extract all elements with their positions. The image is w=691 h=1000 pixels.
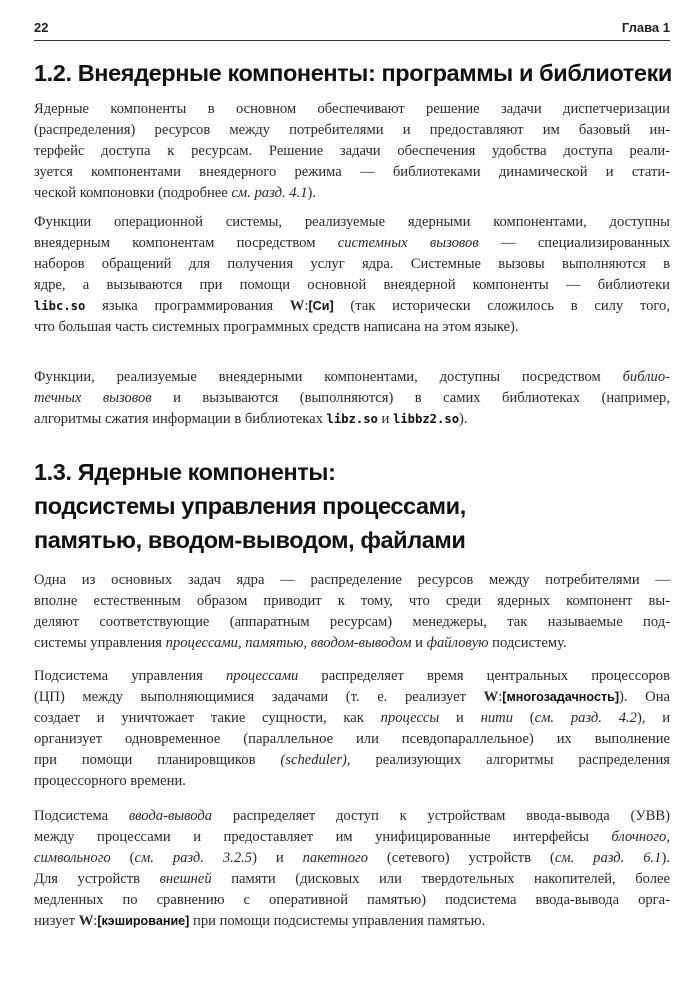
- cross-reference: см. разд. 4.2: [534, 710, 637, 726]
- code-libz: libz.so: [326, 412, 378, 426]
- section-1-3-heading: 1.3. Ядерные компоненты: подсистемы управления процессами, памятью, вводом-выводом, файлами: [34, 459, 466, 553]
- wiki-reference-c: [Си]: [308, 299, 334, 313]
- page-number: 22: [34, 20, 49, 35]
- section-1-3-paragraph-3: Подсистема ввода-вывода распределяет доступ к устройствам ввода-вывода (УВВ) между процессами и предоставляет им унифицированные интерфейсы блочного, символьного (см. разд. 3.2.5) и пакетного (сетевого) устройств (см. разд. 6.1). Для устройств внешней памяти (дисковых или твердотельных накопителей, более медленных по сравнению с оперативной памятью) подсистема ввода-вывода орга- низует W:[кэширование] при помощи подсистемы управления памятью.: [34, 808, 670, 929]
- running-head: [34, 20, 670, 41]
- wiki-reference-multitasking: [многозадачность]: [502, 690, 620, 704]
- section-1-3-paragraph-2: Подсистема управления процессами распределяет время центральных процессоров (ЦП) между выполняющимися задачами (т. е. реализует W:[многозадачность]). Она создает и уничтожает такие сущности, как процессы и нити (см. разд. 4.2), и организует одновременное (параллельное или псевдопараллельное) их выполнение при помощи планировщиков (scheduler), реализующих алгоритмы распределения процессорного времени.: [34, 668, 670, 789]
- cross-reference: см. разд. 6.1: [554, 850, 662, 866]
- wiki-reference-caching: [кэширование]: [97, 914, 190, 928]
- wiki-reference-marker: W: [78, 913, 94, 929]
- wiki-reference-marker: W: [289, 298, 305, 314]
- code-libbz2: libbz2.so: [393, 412, 460, 426]
- wiki-reference-marker: W: [483, 689, 499, 705]
- section-1-2-paragraph-1: Ядерные компоненты в основном обеспечивают решение задачи диспетчеризации (распределения) ресурсов между потребителями и предоставляют им базовый ин- терфейс доступа к ресурсам. Решение задачи обеспечения удобства доступа реали- зуется компонентами внеядерного режима — библиотеками динамической и стати- ческой компоновки (подробнее см. разд. 4.1).: [34, 101, 670, 201]
- cross-reference: см. разд. 4.1: [231, 185, 308, 201]
- cross-reference: см. разд. 3.2.5: [134, 850, 253, 866]
- term-system-calls: системных вызовов: [337, 235, 479, 251]
- section-1-3-paragraph-1: Одна из основных задач ядра — распределение ресурсов между потребителями — вполне естественным образом приводит к тому, что среди ядерных компонент вы- деляют соответствующие (аппаратным ресурсам) менеджеры, так называемые под- системы управления процессами, памятью, вводом-выводом и файловую подсистему.: [34, 572, 670, 651]
- chapter-label: Глава 1: [621, 20, 670, 35]
- code-libc: libc.so: [34, 299, 86, 313]
- section-1-2-heading: 1.2. Внеядерные компоненты: программы и библиотеки: [34, 60, 672, 86]
- section-1-2-paragraph-3: Функции, реализуемые внеядерными компонентами, доступны посредством библио- течных вызовов и вызываются (выполняются) в самих библиотеках (например, алгоритмы сжатия информации в библиотеках libz.so и libbz2.so).: [34, 369, 670, 427]
- section-1-2-paragraph-2: Функции операционной системы, реализуемые ядерными компонентами, доступны внеядерным компонентам посредством системных вызовов — специализированных наборов обращений для получения услуг ядра. Системные вызовы выполняются в ядре, а вызываются при помощи основной внеядерной компоненты — библиотеки libc.so языка программирования W:[Си] (так исторически сложилось в силу того, что большая часть системных программных средств написана на этом языке).: [34, 214, 670, 335]
- term-library-calls: библио-: [622, 369, 670, 385]
